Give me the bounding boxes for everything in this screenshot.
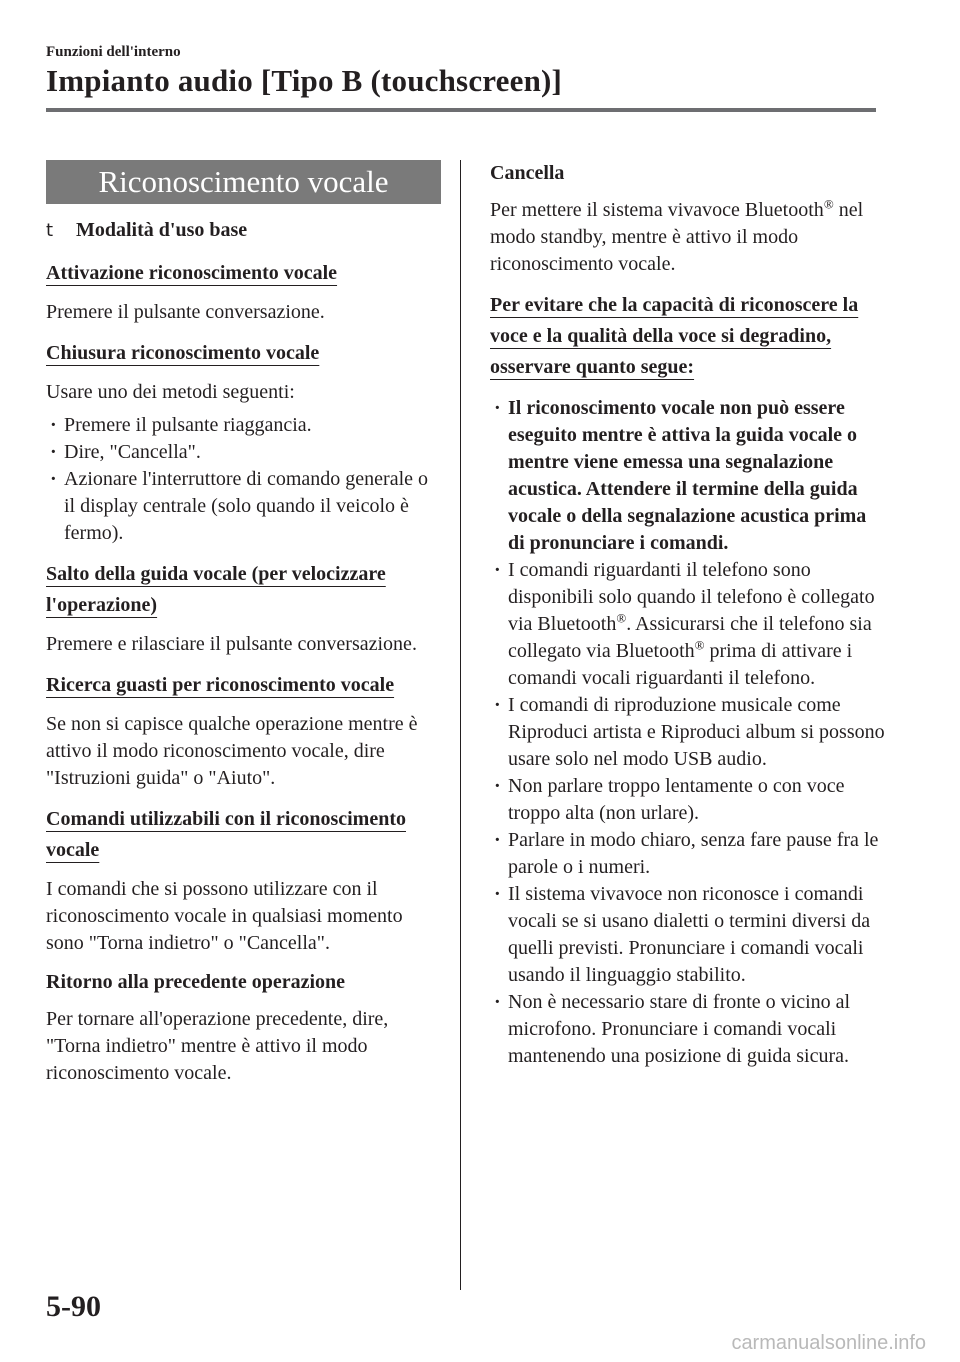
list-item: · Parlare in modo chiaro, senza fare pause fra le parole o i numeri. xyxy=(490,827,885,881)
running-header-section: Funzioni dell'interno xyxy=(46,44,181,60)
closing-heading xyxy=(46,338,441,369)
troubleshoot-heading-text: Ricerca guasti per riconoscimento vocale xyxy=(46,674,395,696)
registered-mark: ® xyxy=(823,196,834,212)
commands-text: I comandi che si possono utilizzare con il riconoscimento vocale in qualsiasi momento sono "Torna indietro" o "Cancella". xyxy=(46,878,403,954)
return-heading: Ritorno alla precedente operazione xyxy=(46,971,346,993)
left-column xyxy=(46,160,441,1099)
list-item: · Il riconoscimento vocale non può essere eseguito mentre è attiva la guida vocale o mentre viene emessa una segnalazione acustica. Attendere il termine della guida vocale o della segnalazione acustica prima di pronunciare i comandi. xyxy=(490,395,885,557)
list-item: · Dire, "Cancella". xyxy=(46,439,441,466)
cancel-text-part: nel modo standby, mentre è attivo il modo riconoscimento vocale. xyxy=(490,199,864,275)
section-banner: Riconoscimento vocale xyxy=(46,160,441,204)
list-item: · Azionare l'interruttore di comando generale o il display centrale (solo quando il veicolo è fermo). xyxy=(46,466,441,547)
tips-heading xyxy=(490,290,885,383)
skip-guidance-heading-text: Salto della guida vocale (per velocizzare l'operazione) xyxy=(46,563,386,616)
commands-heading-text: Comandi utilizzabili con il riconoscimento vocale xyxy=(46,808,406,861)
closing-text: Usare uno dei metodi seguenti: xyxy=(46,381,295,403)
troubleshoot-text: Se non si capisce qualche operazione mentre è attivo il modo riconoscimento vocale, dire "Istruzioni guida" o "Aiuto". xyxy=(46,713,418,789)
tip-text-part: prima di attivare i comandi vocali riguardanti il telefono. xyxy=(508,640,853,689)
skip-guidance-text: Premere e rilasciare il pulsante conversazione. xyxy=(46,633,417,655)
list-item: · Il sistema vivavoce non riconosce i comandi vocali se si usano dialetti o termini diversi da quelli previsti. Pronunciare i comandi vocali usando il linguaggio stabilito. xyxy=(490,881,885,989)
activation-heading-text: Attivazione riconoscimento vocale xyxy=(46,262,338,284)
subsection-title: Modalità d'uso base xyxy=(76,219,248,241)
page-number: 5-90 xyxy=(46,1290,101,1323)
list-item: · Non parlare troppo lentamente o con voce troppo alta (non urlare). xyxy=(490,773,885,827)
list-item xyxy=(490,557,885,692)
tip-text-part: I comandi riguardanti il telefono sono disponibili solo quando il telefono è collegato via Bluetooth xyxy=(508,559,875,635)
tips-list xyxy=(490,395,885,1070)
return-text: Per tornare all'operazione precedente, dire, "Torna indietro" mentre è attivo il modo riconoscimento vocale. xyxy=(46,1008,389,1084)
header-rule xyxy=(46,108,876,112)
tip-text-part: . Assicurarsi che il telefono sia collegato via Bluetooth xyxy=(508,613,872,662)
column-divider xyxy=(460,160,461,1290)
troubleshoot-heading xyxy=(46,670,441,701)
tips-heading-text: Per evitare che la capacità di riconoscere la voce e la qualità della voce si degradino, osservare quanto segue: xyxy=(490,294,859,378)
skip-guidance-heading xyxy=(46,559,441,621)
right-column xyxy=(490,160,885,1082)
list-item: · Premere il pulsante riaggancia. xyxy=(46,412,441,439)
cancel-heading: Cancella xyxy=(490,162,565,184)
cancel-text-part: Per mettere il sistema vivavoce Bluetooth xyxy=(490,199,824,221)
activation-text: Premere il pulsante conversazione. xyxy=(46,301,325,323)
registered-mark: ® xyxy=(694,637,705,653)
subsection-heading xyxy=(46,217,441,244)
list-item: · Non è necessario stare di fronte o vicino al microfono. Pronunciare i comandi vocali mantenendo una posizione di guida sicura. xyxy=(490,989,885,1070)
activation-heading xyxy=(46,258,441,289)
registered-mark: ® xyxy=(616,610,627,626)
cancel-text xyxy=(490,197,885,278)
watermark: carmanualsonline.info xyxy=(731,1332,926,1354)
closing-list xyxy=(46,412,441,547)
page-title: Impianto audio [Tipo B (touchscreen)] xyxy=(46,63,563,98)
list-item: · I comandi di riproduzione musicale come Riproduci artista e Riproduci album si possono usare solo nel modo USB audio. xyxy=(490,692,885,773)
commands-heading xyxy=(46,804,441,866)
closing-heading-text: Chiusura riconoscimento vocale xyxy=(46,342,320,364)
subsection-marker-icon: t xyxy=(46,220,54,241)
